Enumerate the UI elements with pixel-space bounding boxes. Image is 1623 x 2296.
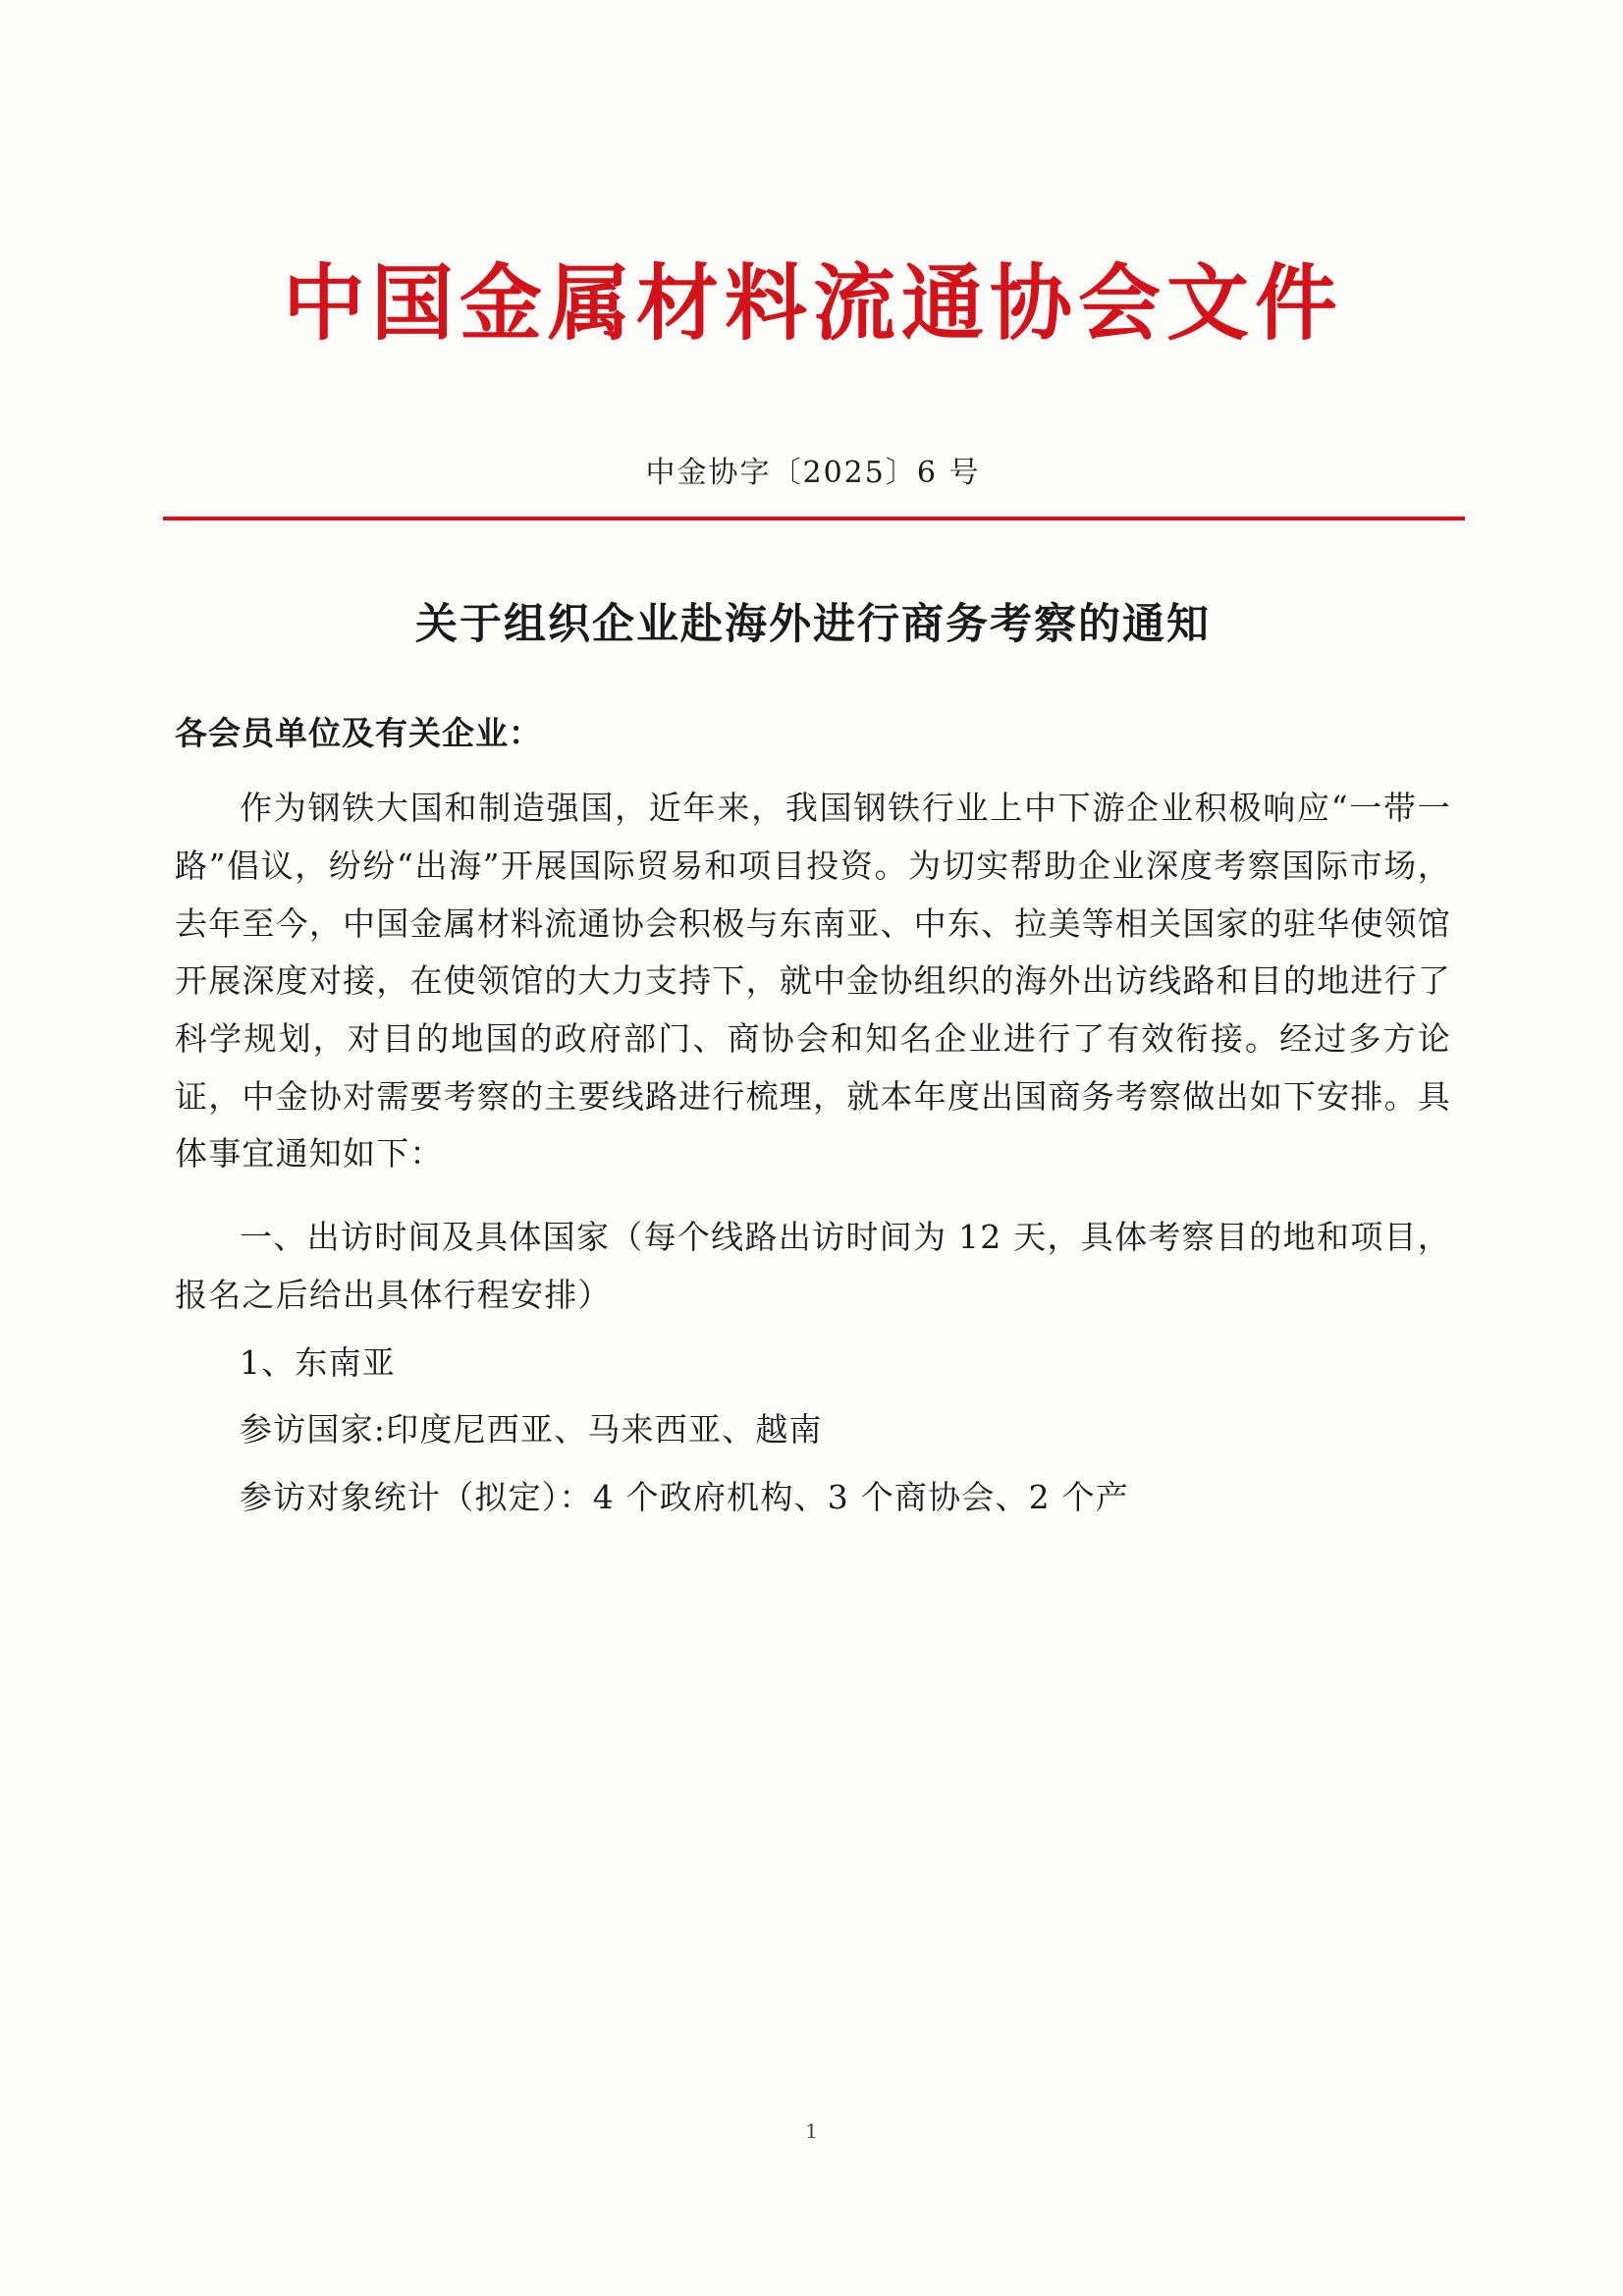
salutation: 各会员单位及有关企业：	[175, 714, 542, 753]
document-number: 中金协字〔2025〕6 号	[645, 456, 981, 491]
organization-masthead: 中国金属材料流通协会文件	[282, 254, 1343, 352]
document-title: 关于组织企业赴海外进行商务考察的通知	[415, 600, 1211, 650]
paragraph-section-1-heading: 一、出访时间及具体国家（每个线路出访时间为 12 天，具体考察目的地和项目，报名之后给出具体行程安排）	[175, 1218, 1451, 1314]
list-item-route-1: 1、东南亚	[240, 1342, 396, 1382]
paragraph-body-1: 作为钢铁大国和制造强国，近年来，我国钢铁行业上中下游企业积极响应“一带一路”倡议，纷纷“出海”开展国际贸易和项目投资。为切实帮助企业深度考察国际市场，去年至今，中国金属材料流通协会积极与东南亚、中东、拉美等相关国家的驻华使领馆开展深度对接，在使领馆的大力支持下，就中金协组织的海外出访线路和目的地进行了科学规划，对目的地国的政府部门、商协会和知名企业进行了有效衔接。经过多方论证，中金协对需要考察的主要线路进行梳理，就本年度出国商务考察做出如下安排。具体事宜通知如下：	[175, 789, 1451, 1174]
list-item-targets: 参访对象统计（拟定）：4 个政府机构、3 个商协会、2 个产	[240, 1478, 1129, 1517]
document-body	[175, 0, 1451, 1527]
red-divider-rule	[163, 517, 1465, 520]
page-number: 1	[805, 2119, 818, 2143]
list-item-countries: 参访国家:印度尼西亚、马来西亚、越南	[240, 1410, 823, 1449]
